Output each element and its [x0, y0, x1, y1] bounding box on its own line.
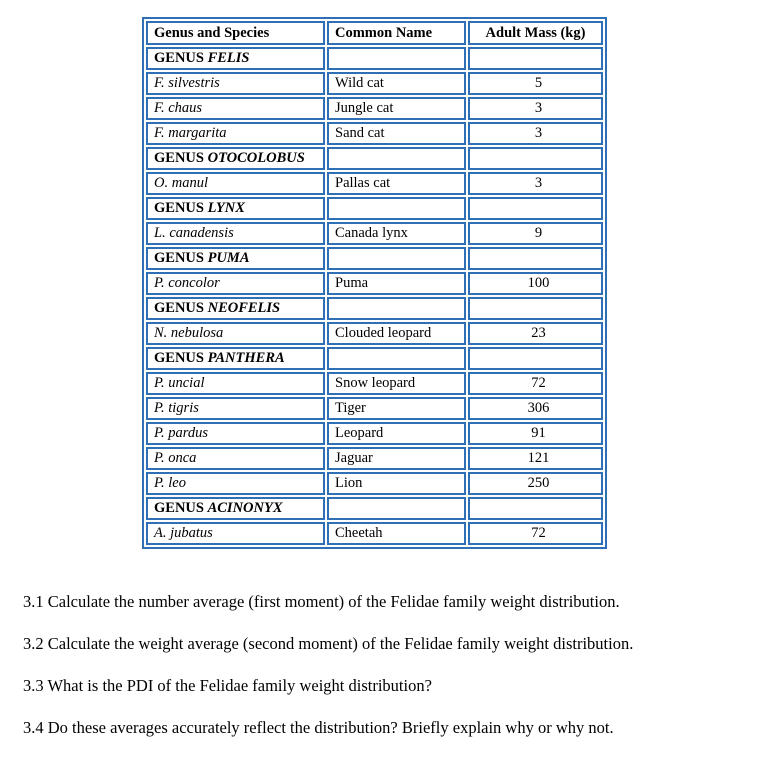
empty-mass-cell	[468, 197, 603, 220]
common-name: Jaguar	[327, 447, 466, 470]
question-3-4: 3.4 Do these averages accurately reflect the distribution? Briefly explain why or why not.	[23, 718, 614, 737]
species-row	[146, 472, 603, 495]
common-name: Snow leopard	[327, 372, 466, 395]
empty-common-cell	[327, 197, 466, 220]
felidae-mass-table	[142, 17, 607, 549]
felidae-table-container	[142, 17, 607, 549]
species-row	[146, 222, 603, 245]
common-name: Lion	[327, 472, 466, 495]
question-list	[23, 590, 753, 758]
species-row	[146, 397, 603, 420]
species-name: P. onca	[146, 447, 325, 470]
empty-common-cell	[327, 297, 466, 320]
genus-row	[146, 197, 603, 220]
common-name: Leopard	[327, 422, 466, 445]
empty-mass-cell	[468, 247, 603, 270]
genus-prefix: GENUS	[154, 200, 204, 216]
question-3-2: 3.2 Calculate the weight average (second moment) of the Felidae family weight distribution.	[23, 634, 634, 653]
species-name: F. silvestris	[146, 72, 325, 95]
common-name: Jungle cat	[327, 97, 466, 120]
header-common-name: Common Name	[327, 21, 466, 45]
adult-mass-value: 3	[468, 172, 603, 195]
species-name: F. chaus	[146, 97, 325, 120]
empty-mass-cell	[468, 147, 603, 170]
species-row	[146, 272, 603, 295]
species-name: P. uncial	[146, 372, 325, 395]
species-name: A. jubatus	[146, 522, 325, 545]
species-name: P. concolor	[146, 272, 325, 295]
species-name: P. pardus	[146, 422, 325, 445]
header-adult-mass: Adult Mass (kg)	[468, 21, 603, 45]
adult-mass-value: 9	[468, 222, 603, 245]
common-name: Canada lynx	[327, 222, 466, 245]
empty-common-cell	[327, 47, 466, 70]
adult-mass-value: 72	[468, 372, 603, 395]
genus-name: NEOFELIS	[207, 300, 281, 316]
genus-name: LYNX	[207, 200, 245, 216]
genus-label	[146, 347, 325, 370]
common-name: Clouded leopard	[327, 322, 466, 345]
species-name: N. nebulosa	[146, 322, 325, 345]
species-name: O. manul	[146, 172, 325, 195]
genus-row	[146, 347, 603, 370]
common-name: Puma	[327, 272, 466, 295]
genus-prefix: GENUS	[154, 350, 204, 366]
genus-prefix: GENUS	[154, 150, 204, 166]
adult-mass-value: 100	[468, 272, 603, 295]
common-name: Sand cat	[327, 122, 466, 145]
species-name: L. canadensis	[146, 222, 325, 245]
genus-label	[146, 47, 325, 70]
species-name: P. leo	[146, 472, 325, 495]
species-row	[146, 322, 603, 345]
header-genus-species: Genus and Species	[146, 21, 325, 45]
empty-common-cell	[327, 347, 466, 370]
common-name: Cheetah	[327, 522, 466, 545]
genus-row	[146, 247, 603, 270]
common-name: Wild cat	[327, 72, 466, 95]
adult-mass-value: 5	[468, 72, 603, 95]
genus-row	[146, 497, 603, 520]
species-row	[146, 97, 603, 120]
species-row	[146, 72, 603, 95]
adult-mass-value: 23	[468, 322, 603, 345]
genus-name: ACINONYX	[207, 500, 283, 516]
adult-mass-value: 72	[468, 522, 603, 545]
adult-mass-value: 121	[468, 447, 603, 470]
empty-common-cell	[327, 247, 466, 270]
genus-row	[146, 297, 603, 320]
genus-prefix: GENUS	[154, 300, 204, 316]
common-name: Pallas cat	[327, 172, 466, 195]
empty-mass-cell	[468, 347, 603, 370]
genus-label	[146, 297, 325, 320]
table-header-row	[146, 21, 603, 45]
empty-common-cell	[327, 497, 466, 520]
empty-mass-cell	[468, 297, 603, 320]
adult-mass-value: 306	[468, 397, 603, 420]
genus-label	[146, 147, 325, 170]
genus-label	[146, 497, 325, 520]
genus-prefix: GENUS	[154, 250, 204, 266]
genus-name: PANTHERA	[207, 350, 285, 366]
question-3-1: 3.1 Calculate the number average (first moment) of the Felidae family weight distribution.	[23, 592, 620, 611]
species-row	[146, 172, 603, 195]
species-name: F. margarita	[146, 122, 325, 145]
species-row	[146, 372, 603, 395]
adult-mass-value: 250	[468, 472, 603, 495]
table-body	[146, 47, 603, 545]
species-row	[146, 422, 603, 445]
genus-row	[146, 47, 603, 70]
genus-prefix: GENUS	[154, 500, 204, 516]
empty-mass-cell	[468, 47, 603, 70]
adult-mass-value: 3	[468, 122, 603, 145]
adult-mass-value: 91	[468, 422, 603, 445]
species-name: P. tigris	[146, 397, 325, 420]
species-row	[146, 522, 603, 545]
genus-label	[146, 197, 325, 220]
species-row	[146, 122, 603, 145]
adult-mass-value: 3	[468, 97, 603, 120]
genus-label	[146, 247, 325, 270]
question-3-3: 3.3 What is the PDI of the Felidae family weight distribution?	[23, 676, 432, 695]
genus-name: OTOCOLOBUS	[207, 150, 305, 166]
genus-prefix: GENUS	[154, 50, 204, 66]
common-name: Tiger	[327, 397, 466, 420]
empty-mass-cell	[468, 497, 603, 520]
empty-common-cell	[327, 147, 466, 170]
genus-name: PUMA	[207, 250, 250, 266]
genus-name: FELIS	[207, 50, 250, 66]
species-row	[146, 447, 603, 470]
genus-row	[146, 147, 603, 170]
